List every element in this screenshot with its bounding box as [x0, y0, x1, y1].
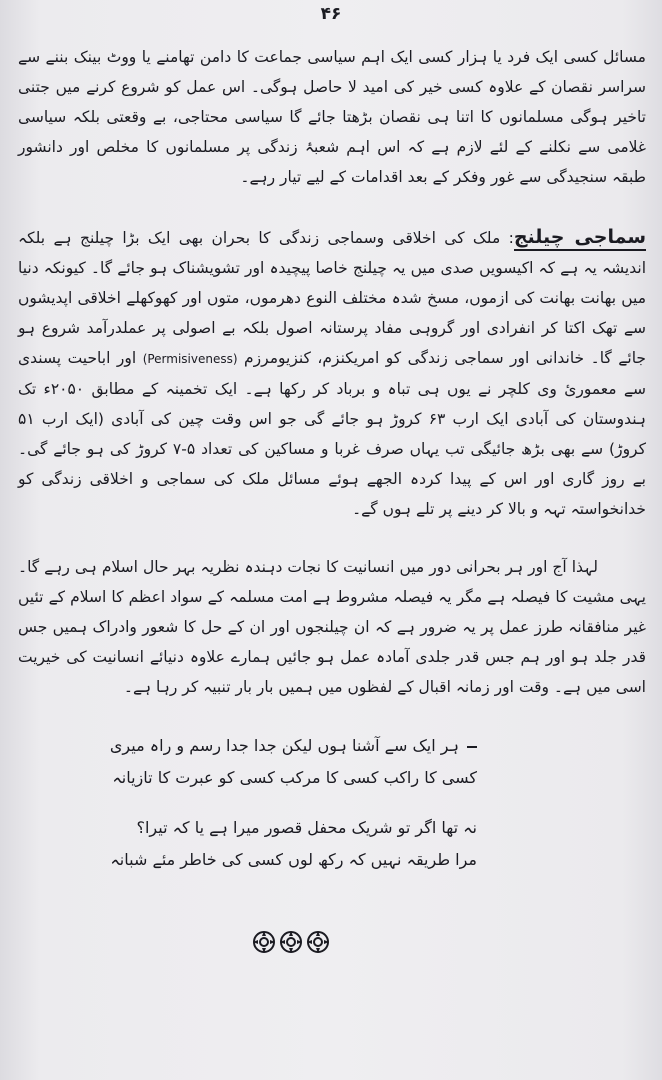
poem-2-line-2: مرا طریقہ نہیں کہ رکھ لوں کسی کی خاطر مئے شبانہ — [110, 850, 477, 869]
paragraph-conclusion — [18, 552, 646, 702]
poem-2-line-1: نہ تھا اگر تو شریک محفل قصور میرا ہے یا کہ تیرا؟ — [136, 818, 477, 837]
three-flower-ornament-icon — [252, 930, 330, 956]
paragraph-3-text: لہذا آج اور ہر بحرانی دور میں انسانیت کا نجات دہندہ نظریہ بہر حال اسلام ہی رہے گا۔ یہی مشیت کا فیصلہ ہے مگر یہ فیصلہ مشروط ہے امت مسلمہ کے سواد اعظم کا اسلام کے تئیں غیر منافقانہ طرز عمل پر یہ ضرور ہے کہ ان چیلنجوں اور ان کے حل کا شعور وادراک ہمیں جس قدر جلد ہو اور ہم جس قدر جلدی آمادہ عمل ہو جائیں ہمارے علاوہ دنیائے انسانیت کی خیریت اسی میں ہے۔ وقت اور زمانہ اقبال کے لفظوں میں ہمیں بار بار تنبیہ کر رہا ہے۔ — [18, 558, 646, 696]
poem-couplet-1 — [77, 730, 477, 794]
poem-1-line-2: کسی کا راکب کسی کا مرکب کسی کو عبرت کا تازیانہ — [112, 768, 477, 787]
paragraph-1-text: مسائل کسی ایک فرد یا ہزار کسی ایک اہم سیاسی جماعت کا دامن تھامنے یا ووٹ بینک بننے سے سراسر نقصان کے علاوہ کسی خیر کی امید لا حاصل ہوگی۔ اس عمل کو شروع کرنے میں جتنی تاخیر ہوگی مسلمانوں کا اتنا ہی نقصان بڑھتا جائے گا سیاسی محتاجی، بے وقعتی بلکہ سیاسی غلامی سے نکلنے کے لئے لازم ہے کہ اس اہم شعبۂ زندگی پر مسلمانوں کا مخلص اور دانشور طبقہ سنجیدگی سے غور وفکر کے بعد اقدامات کے لیے تیار رہے۔ — [18, 48, 646, 186]
paragraph-politics — [18, 42, 646, 192]
paragraph-2-part-2: اور اباحیت پسندی سے معموریٔ وی کلچر نے یوں ہی تباہ و برباد کر رکھا ہے۔ ایک تخمینہ کے مطابق ۲۰۵۰ء تک ہندوستان کی آبادی ایک ارب ۶۳ کروڑ ہو جائے گی جو اس وقت چین کی آبادی (ایک ارب ۵۱ کروڑ) سے بھی بڑھ جائیگی تب یہاں صرف غربا و مساکین کی تعداد ۵-۷ کروڑ کی ہو جائے گی۔ بے روز گاری اور اس کے پیدا کردہ الجھے ہوئے مسائل ملک کی سماجی و اخلاقی زندگی کو خدانخواستہ تہہ و بالا کر دینے پر تلے ہوں گے۔ — [18, 349, 646, 518]
latin-term: (Permisiveness) — [142, 352, 238, 366]
poem-couplet-2 — [77, 812, 477, 876]
flower-ornament-icon — [252, 930, 276, 954]
section-heading-social-challenge: سماجی چیلنج — [514, 226, 646, 251]
page-number: ۴۶ — [320, 4, 342, 24]
paragraph-social-challenge — [18, 222, 646, 524]
paragraph-2-text — [18, 222, 646, 524]
poem-1-line-1: ہر ایک سے آشنا ہوں لیکن جدا جدا رسم و راہ میری — [77, 730, 477, 762]
poem-dash-icon — [467, 746, 477, 748]
flower-ornament-icon — [279, 930, 303, 954]
flower-ornament-icon — [306, 930, 330, 954]
paragraph-2-part-1: : ملک کی اخلاقی وسماجی زندگی کا بحران بھی ایک بڑا چیلنج ہے بلکہ اندیشہ یہ ہے کہ اکیسویں صدی میں یہ چیلنج خاصا پیچیدہ اور تشویشناک ہو جائے گا۔ کیونکہ دنیا میں بھانت بھانت کی ازموں، مسخ شدہ مختلف النوع دھرموں، متوں اور کھوکھلے اخلاقی اپدیشوں سے تھک اکتا کر انفرادی اور گروہی مفاد پرستانہ اصول بلکہ بے اصولی پر عملدرآمد شروع ہو جائے گا۔ خاندانی اور سماجی زندگی کو امریکنزم، کنزیومرزم — [18, 229, 647, 367]
